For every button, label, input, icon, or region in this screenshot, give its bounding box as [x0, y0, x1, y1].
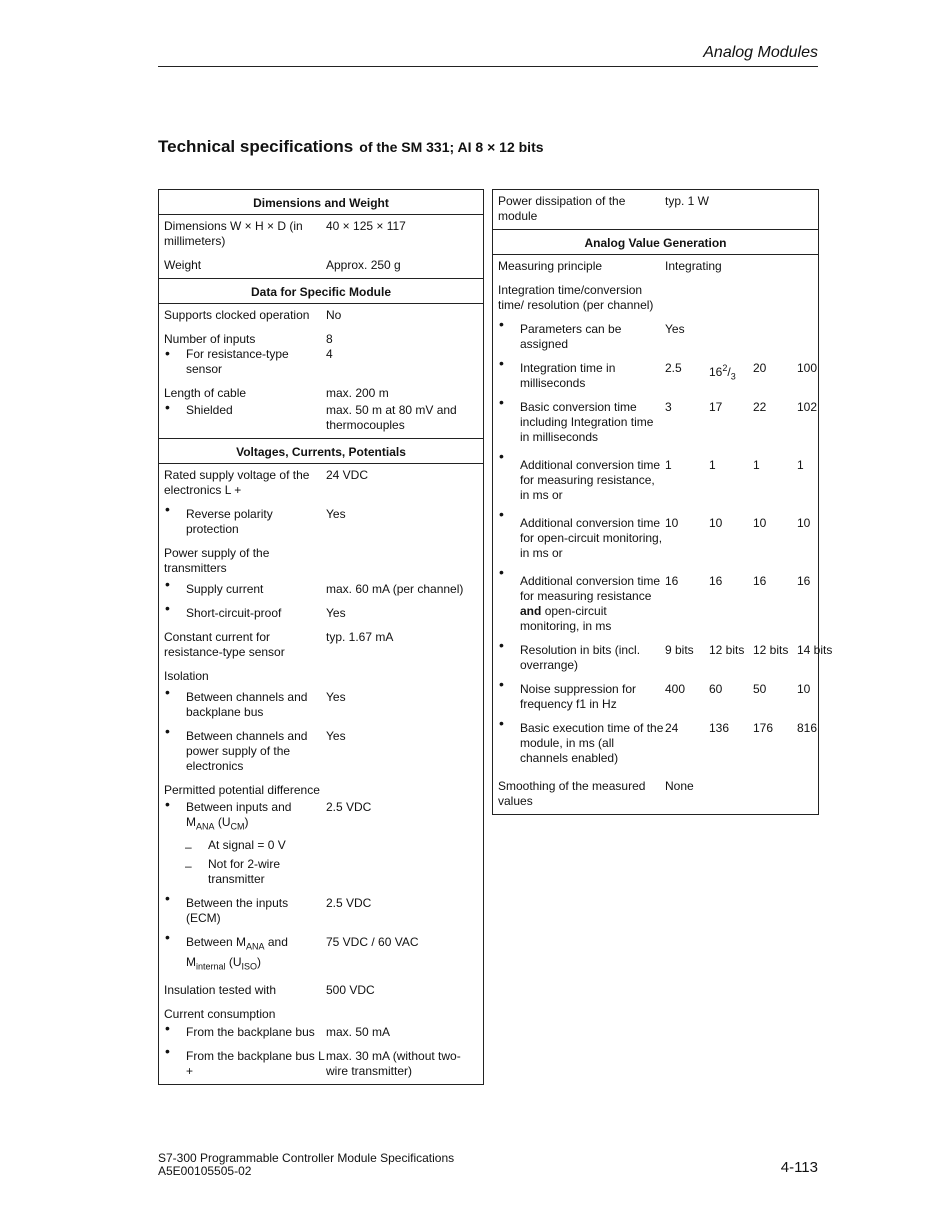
spec-label: Rated supply voltage of the electronics L + — [164, 468, 310, 497]
grid-value: 816 — [797, 721, 818, 735]
spec-label: • From the backplane bus — [159, 1025, 326, 1040]
spec-label: Integration time/conversion time/ resolution (per channel) — [498, 283, 654, 312]
spec-row-dissipation — [493, 190, 818, 229]
spec-value: max. 50 m at 80 mV and thermocouples — [326, 403, 457, 432]
spec-value: 40 × 125 × 117 — [326, 219, 406, 233]
spec-value: 24 VDC — [326, 468, 369, 482]
spec-row-supply-current — [159, 578, 483, 602]
spec-label: • Noise suppression for frequency f1 in Hz — [493, 682, 665, 712]
value-grid — [665, 458, 841, 503]
spec-label: Insulation tested with — [164, 983, 277, 998]
spec-label: • Between inputs and $M_{ANA}$ $(U_{CM})$ — [159, 800, 326, 834]
spec-row-add-both — [493, 566, 818, 639]
spec-label: • From the backplane bus L + — [159, 1049, 326, 1079]
spec-label: • Supply current — [159, 582, 326, 597]
spec-row-basic-conversion — [493, 396, 818, 450]
value-grid — [665, 400, 841, 445]
grid-value: 1 — [665, 458, 672, 472]
footer-doc-title: S7-300 Programmable Controller Module Specifications — [158, 1151, 455, 1165]
grid-value: 22 — [753, 400, 767, 414]
spec-value: max. 60 mA (per channel) — [326, 582, 464, 596]
grid-value: 102 — [797, 400, 818, 414]
spec-label: • Resolution in bits (incl. overrange) — [493, 643, 665, 673]
value-grid — [665, 574, 841, 634]
spec-value: typ. 1.67 mA — [326, 630, 394, 644]
grid-value: 400 — [665, 682, 686, 696]
grid-value: 16 — [753, 574, 767, 588]
section-analog-value-generation: Analog Value Generation — [493, 229, 818, 255]
spec-label: • Shielded — [159, 403, 326, 433]
grid-value: 16 — [797, 574, 811, 588]
spec-label: Supports clocked operation — [164, 308, 310, 322]
spec-value: Yes — [665, 322, 685, 336]
spec-row-isolation — [159, 665, 483, 686]
spec-value: max. 30 mA (without two-wire transmitter) — [326, 1049, 461, 1079]
grid-value: 176 — [753, 721, 774, 735]
spec-row-at-signal — [159, 836, 483, 855]
page-title — [158, 137, 544, 157]
spec-label: • Short-circuit-proof — [159, 606, 326, 621]
spec-row-backplane — [159, 1022, 483, 1045]
spec-value: Integrating — [665, 259, 722, 273]
grid-value: 50 — [753, 682, 767, 696]
spec-label: Constant current for resistance-type sensor — [164, 630, 285, 659]
spec-value: Yes — [326, 690, 346, 704]
spec-row-rated-supply — [159, 464, 483, 503]
grid-value: 3 — [665, 400, 672, 414]
spec-row-clocked — [159, 304, 483, 328]
value-grid — [665, 682, 841, 712]
spec-label: • For resistance-type sensor — [159, 347, 326, 377]
spec-value: Yes — [326, 507, 346, 521]
spec-label: • Between $M_{ANA}$ and $M_{internal}$ $(U_{ISO})$ — [159, 935, 326, 974]
spec-label: • Additional conversion time for measuring resistance, in ms or — [493, 458, 665, 503]
spec-row-dimensions — [159, 215, 483, 254]
spec-label: • Between channels and power supply of the electronics — [159, 729, 326, 774]
spec-label: Permitted potential difference — [164, 783, 320, 797]
spec-label: • Basic conversion time including Integration time in milliseconds — [493, 400, 665, 445]
spec-label: • Parameters can be assigned — [493, 322, 665, 352]
spec-label: – At signal = 0 V — [159, 838, 326, 853]
grid-value: 9 bits — [665, 643, 694, 657]
value-grid — [665, 643, 841, 673]
value-grid — [665, 516, 841, 561]
spec-label: Power supply of the transmitters — [164, 546, 270, 575]
spec-row-shielded — [159, 401, 483, 438]
spec-value: No — [326, 308, 342, 322]
spec-row-reverse-polarity — [159, 503, 483, 542]
spec-value: Yes — [326, 729, 346, 743]
spec-row-integration-ms — [493, 357, 818, 396]
spec-label: • Additional conversion time for open-circuit monitoring, in ms or — [493, 516, 665, 561]
spec-row-params — [493, 318, 818, 357]
grid-value: 2.5 — [665, 361, 682, 375]
spec-label: Measuring principle — [498, 259, 603, 273]
spec-row-short-circuit — [159, 602, 483, 626]
spec-label: Weight — [164, 258, 202, 272]
spec-label: Smoothing of the measured values — [498, 779, 646, 808]
page-number: 4-113 — [780, 1159, 818, 1176]
grid-value: 20 — [753, 361, 767, 375]
left-spec-table — [158, 189, 484, 1085]
spec-value: max. 200 m — [326, 386, 389, 400]
spec-row-execution — [493, 717, 818, 771]
spec-row-backplane-l — [159, 1045, 483, 1084]
spec-row-permitted-potential — [159, 779, 483, 798]
spec-label: • Between channels and backplane bus — [159, 690, 326, 720]
spec-row-resistance-sensor — [159, 347, 483, 382]
spec-row-add-open-circuit — [493, 508, 818, 566]
spec-label: Current consumption — [164, 1007, 276, 1022]
grid-value: 136 — [709, 721, 730, 735]
grid-value: 10 — [709, 516, 723, 530]
spec-row-integration-header — [493, 279, 818, 318]
running-header: Analog Modules — [703, 44, 818, 61]
spec-label: • Basic execution time of the module, in ms (all channels enabled) — [493, 721, 665, 766]
grid-value: $16^2/_3$ — [709, 363, 736, 382]
spec-label: Isolation — [164, 669, 209, 683]
spec-value: 4 — [326, 347, 333, 361]
spec-value: 75 VDC / 60 VAC — [326, 935, 419, 950]
title-main: Technical specifications — [158, 137, 354, 156]
spec-row-principle — [493, 255, 818, 279]
spec-row-ecm — [159, 892, 483, 931]
section-voltages-currents: Voltages, Currents, Potentials — [159, 438, 483, 464]
spec-row-noise — [493, 678, 818, 717]
spec-label: Length of cable — [164, 386, 247, 400]
spec-row-inputs-mana — [159, 798, 483, 836]
spec-value: 500 VDC — [326, 983, 375, 998]
header-rule — [158, 66, 818, 67]
grid-value: 16 — [665, 574, 679, 588]
footer-doc-number: A5E00105505-02 — [158, 1164, 252, 1178]
spec-row-weight — [159, 254, 483, 278]
spec-value: 8 — [326, 332, 333, 346]
value-grid — [665, 721, 841, 766]
spec-value: None — [665, 779, 694, 793]
spec-row-inputs — [159, 328, 483, 347]
page-footer — [158, 1152, 454, 1178]
spec-value: typ. 1 W — [665, 194, 710, 208]
grid-value: 10 — [797, 682, 811, 696]
grid-value: 17 — [709, 400, 723, 414]
title-sub: of the SM 331; AI 8 × 12 bits — [359, 139, 544, 155]
spec-label: • Integration time in milliseconds — [493, 361, 665, 391]
grid-value: 14 bits — [797, 643, 833, 657]
spec-label: • Additional conversion time for measuring resistance and open-circuit monitoring, in ms — [493, 574, 665, 634]
spec-label: Number of inputs — [164, 332, 256, 346]
section-dimensions-weight: Dimensions and Weight — [159, 190, 483, 215]
spec-row-mana-internal — [159, 931, 483, 979]
spec-value: Approx. 250 g — [326, 258, 401, 272]
grid-value: 1 — [797, 458, 804, 472]
spec-row-cable — [159, 382, 483, 401]
spec-row-constant-current — [159, 626, 483, 665]
spec-row-iso-power — [159, 725, 483, 779]
spec-row-insulation — [159, 979, 483, 1003]
grid-value: 60 — [709, 682, 723, 696]
spec-label: • Reverse polarity protection — [159, 507, 326, 537]
grid-value: 10 — [797, 516, 811, 530]
section-data-specific-module: Data for Specific Module — [159, 278, 483, 304]
grid-value: 24 — [665, 721, 679, 735]
spec-row-add-resistance — [493, 450, 818, 508]
spec-row-not-2wire — [159, 855, 483, 892]
grid-value: 12 bits — [753, 643, 789, 657]
spec-label: – Not for 2-wire transmitter — [159, 857, 326, 887]
spec-value: 2.5 VDC — [326, 800, 372, 814]
grid-value: 12 bits — [709, 643, 745, 657]
grid-value: 10 — [753, 516, 767, 530]
spec-row-consumption — [159, 1003, 483, 1022]
grid-value: 16 — [709, 574, 723, 588]
spec-label: Power dissipation of the module — [498, 194, 626, 223]
spec-value: 2.5 VDC — [326, 896, 372, 911]
right-spec-table — [492, 189, 833, 815]
spec-value: Yes — [326, 606, 346, 620]
spec-label: • Between the inputs (ECM) — [159, 896, 326, 926]
grid-value: 100 — [797, 361, 818, 375]
spec-value: max. 50 mA — [326, 1025, 391, 1040]
spec-row-iso-backplane — [159, 686, 483, 725]
spec-row-power-supply — [159, 542, 483, 578]
grid-value: 10 — [665, 516, 679, 530]
spec-label: Dimensions W × H × D (in millimeters) — [164, 219, 303, 248]
value-grid — [665, 361, 841, 391]
spec-row-resolution — [493, 639, 833, 678]
spec-row-smoothing — [493, 771, 818, 814]
grid-value: 1 — [753, 458, 760, 472]
grid-value: 1 — [709, 458, 716, 472]
